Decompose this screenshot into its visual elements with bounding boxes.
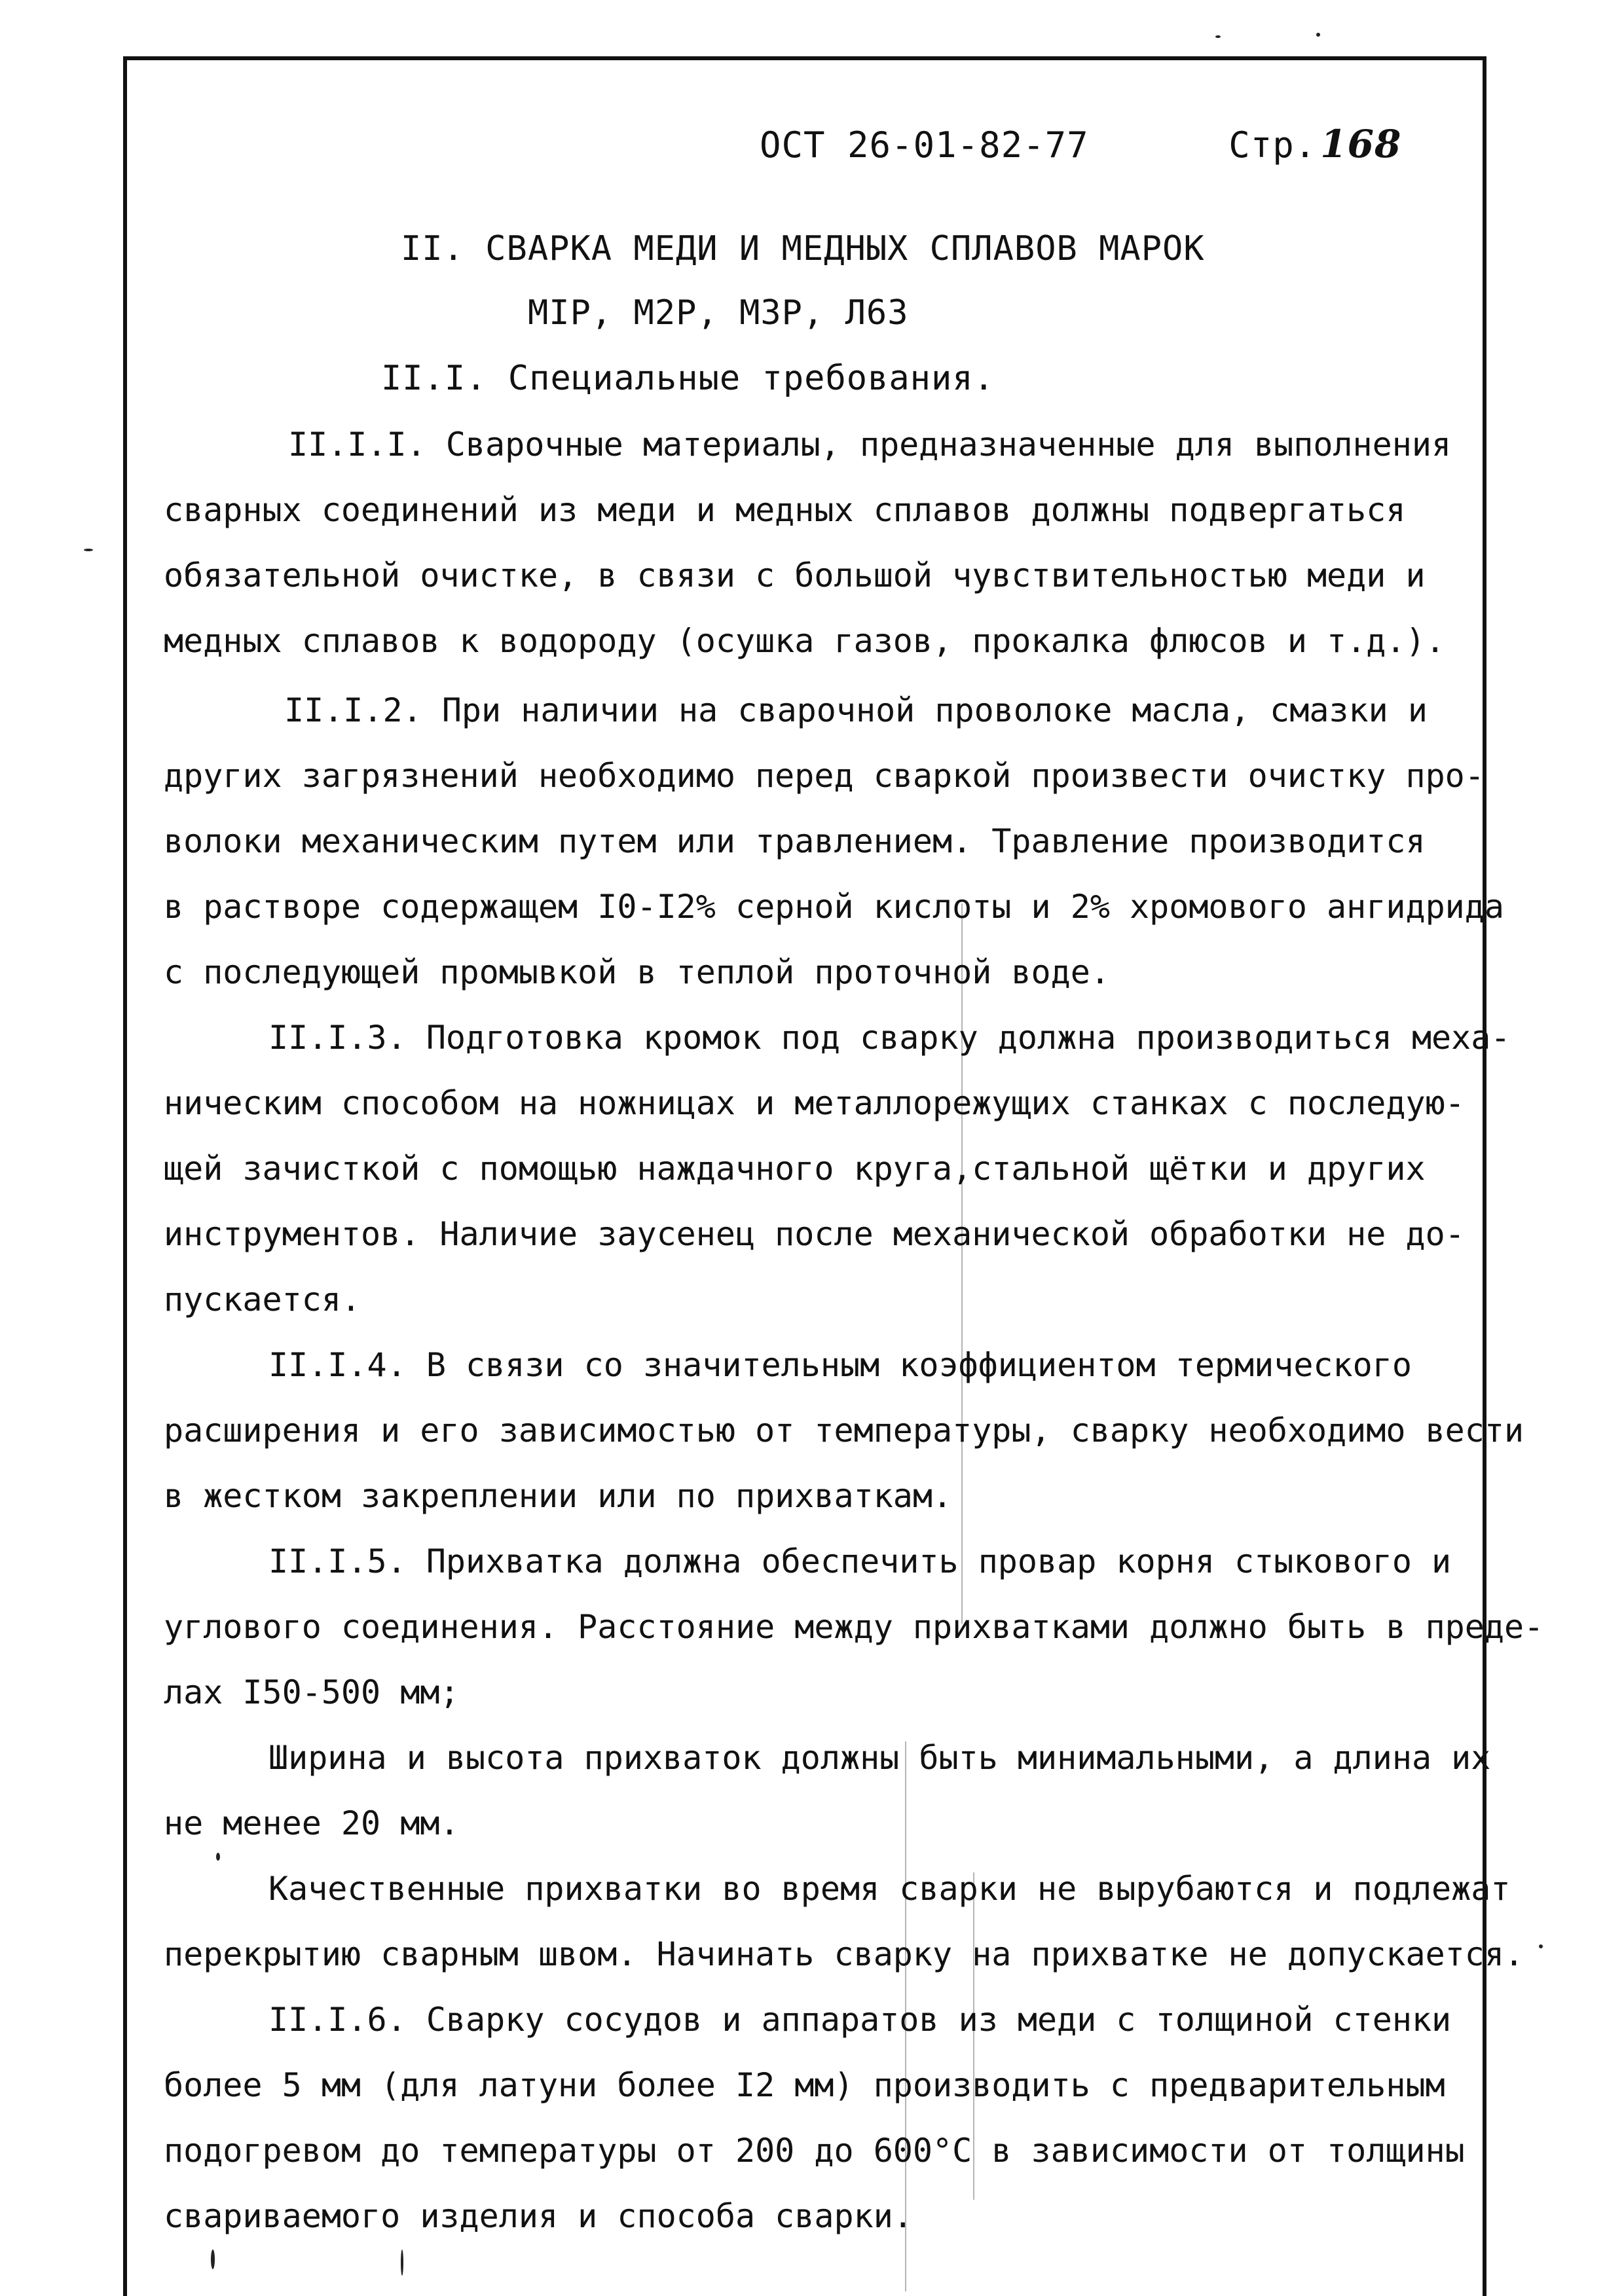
paragraph-line: волоки механическим путем или травлением. Травление производится	[164, 822, 1426, 860]
paragraph-line: щей зачисткой с помощью наждачного круга,стальной щётки и других	[164, 1150, 1426, 1188]
paragraph-line: с последующей промывкой в теплой проточной воде.	[164, 953, 1110, 991]
section-title-grades: МIР, М2Р, М3Р, Л63	[528, 293, 909, 333]
paragraph-line: подогревом до температуры от 200 до 600°С в зависимости от толщины	[164, 2132, 1465, 2170]
paragraph-line: II.I.3. Подготовка кромок под сварку должна производиться меха-	[268, 1019, 1511, 1057]
scan-speck	[1215, 35, 1221, 38]
paragraph-line: углового соединения. Расстояние между прихватками должно быть в преде-	[164, 1608, 1544, 1646]
page-label: Стр.	[1228, 124, 1317, 166]
page-number: 168	[1320, 122, 1402, 166]
scan-speck	[1316, 33, 1320, 37]
paragraph-line: свариваемого изделия и способа сварки.	[164, 2197, 913, 2235]
paragraph-line: не менее 20 мм.	[164, 1804, 460, 1842]
scan-speck	[84, 549, 93, 551]
paragraph-line: других загрязнений необходимо перед сваркой произвести очистку про-	[164, 757, 1485, 795]
paragraph-line: пускается.	[164, 1281, 361, 1319]
paragraph-line: II.I.2. При наличии на сварочной проволоке масла, смазки и	[284, 691, 1428, 729]
scan-artifact-line	[961, 903, 963, 1624]
scan-speck	[211, 2250, 215, 2269]
paragraph-line: в жестком закреплении или по прихваткам.	[164, 1477, 953, 1515]
scan-speck	[1539, 1944, 1543, 1948]
document-header	[760, 122, 1401, 166]
paragraph-line: расширения и его зависимостью от температуры, сварку необходимо вести	[164, 1412, 1524, 1449]
section-subtitle: II.I. Специальные требования.	[381, 359, 995, 398]
paragraph-line: инструментов. Наличие заусенец после механической обработки не до-	[164, 1215, 1465, 1253]
paragraph-line: медных сплавов к водороду (осушка газов, прокалка флюсов и т.д.).	[164, 622, 1445, 660]
scan-speck	[216, 1853, 220, 1861]
paragraph-line: Ширина и высота прихваток должны быть минимальными, а длина их	[268, 1739, 1491, 1777]
paragraph-line: сварных соединений из меди и медных сплавов должны подвергаться	[164, 491, 1406, 529]
paragraph-line: в растворе содержащем I0-I2% серной кислоты и 2% хромового ангидрида	[164, 888, 1504, 926]
scan-speck	[401, 2250, 403, 2276]
paragraph-line: II.I.4. В связи со значительным коэффициентом термического	[268, 1346, 1412, 1384]
paragraph-line: более 5 мм (для латуни более I2 мм) производить с предварительным	[164, 2066, 1445, 2104]
paragraph-line: лах I50-500 мм;	[164, 1673, 460, 1711]
paragraph-line: Качественные прихватки во время сварки не вырубаются и подлежат	[268, 1870, 1511, 1908]
paragraph-line: II.I.I. Сварочные материалы, предназначенные для выполнения	[288, 426, 1452, 464]
paragraph-line: обязательной очистке, в связи с большой чувствительностью меди и	[164, 556, 1426, 594]
paragraph-line: II.I.5. Прихватка должна обеспечить провар корня стыкового и	[268, 1542, 1452, 1580]
section-title: II. СВАРКА МЕДИ И МЕДНЫХ СПЛАВОВ МАРОК	[401, 229, 1205, 268]
paragraph-line: II.I.6. Сварку сосудов и аппаратов из меди с толщиной стенки	[268, 2001, 1452, 2039]
paragraph-line: ническим способом на ножницах и металлорежущих станках с последую-	[164, 1084, 1465, 1122]
standard-code: ОСТ 26-01-82-77	[760, 124, 1089, 166]
paragraph-line: перекрытию сварным швом. Начинать сварку на прихватке не допускается.	[164, 1935, 1524, 1973]
